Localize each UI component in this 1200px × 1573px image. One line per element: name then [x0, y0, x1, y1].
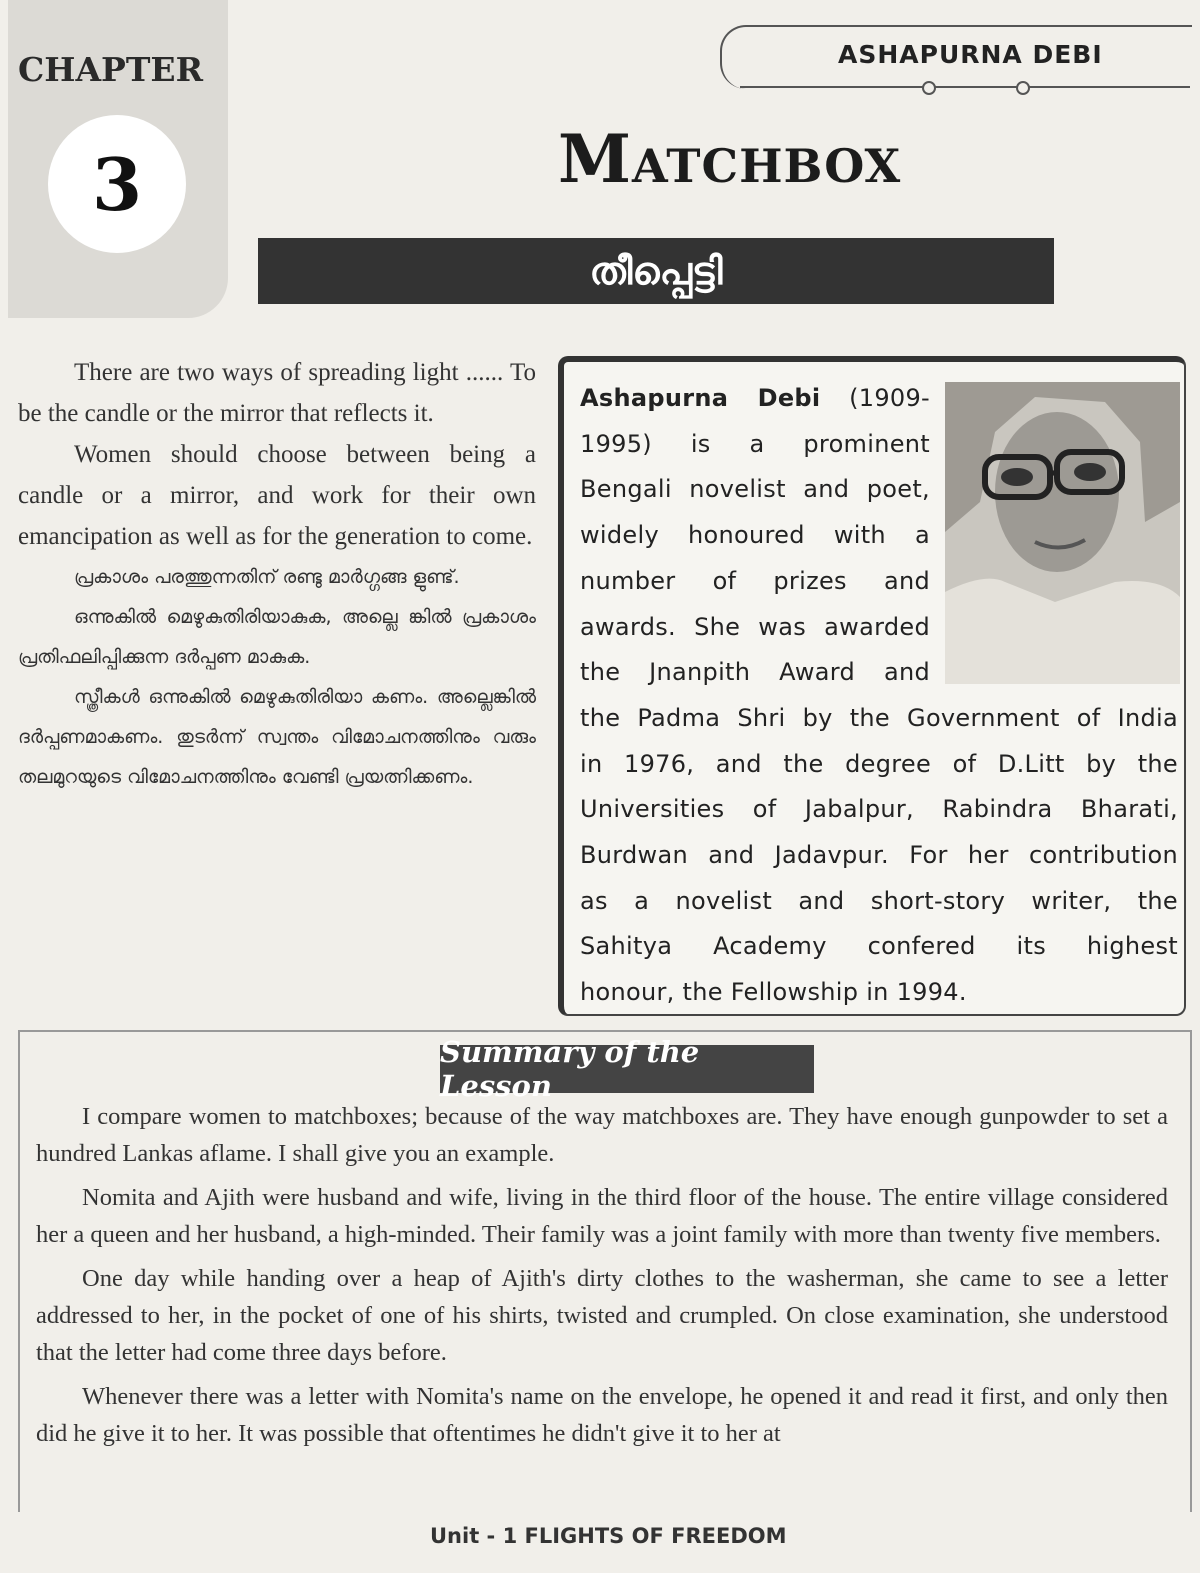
bio-line-12: Sahitya Academy confered its highest [580, 932, 1178, 961]
bio-line-8: in 1976, and the degree of D.Litt by the [580, 749, 1178, 778]
banner-dot-left [922, 81, 936, 95]
bio-line-7: the Padma Shri by the Government of India [580, 703, 1178, 732]
quote-ml-3: സ്ത്രീകൾ ഒന്നുകിൽ മെഴുകുതിരിയാ കണം. അല്ലെങ്കിൽ ദർപ്പണമാകണം. തുടർന്ന് സ്വന്തം വിമോചനത്തിനും വരും തലമുറയുടെ വിമോചനത്തിനും വേണ്ടി പ്രയത്നിക്കണം. [18, 686, 536, 788]
malayalam-title-bar: തീപ്പെട്ടി [258, 238, 1054, 304]
chapter-number: 3 [48, 115, 186, 253]
bio-line-0 [580, 376, 930, 422]
chapter-label: CHAPTER [18, 50, 203, 89]
bio-line-11: as a novelist and short-story writer, the [580, 886, 1178, 915]
bio-line-2: Bengali novelist and poet, [580, 475, 930, 504]
bio-line-6: the Jnanpith Award and [580, 658, 930, 687]
quote-en-2: Women should choose between being a candle or a mirror, and work for their own emancipation as well as for the generation to come. [18, 441, 536, 550]
summary-paragraph-4: Whenever there was a letter with Nomita's name on the envelope, he opened it and read it first, and only then did he give it to her. It was possible that oftentimes he didn't give it to her at [36, 1383, 1168, 1447]
summary-text [36, 1098, 1168, 1459]
summary-paragraph-1: I compare women to matchboxes; because of the way matchboxes are. They have enough gunpowder to set a hundred Lankas aflame. I shall give you an example. [36, 1103, 1168, 1167]
quote-ml-1: പ്രകാശം പരത്തുന്നതിന് രണ്ടു മാർഗ്ഗങ്ങ ളുണ്ട്. [74, 566, 460, 588]
bio-line-10: Burdwan and Jadavpur. For her contribution [580, 841, 1178, 870]
bio-line-3: widely honoured with a [580, 521, 930, 550]
quote-column [18, 352, 536, 797]
bio-line-9: Universities of Jabalpur, Rabindra Bharati, [580, 795, 1178, 824]
summary-heading: Summary of the Lesson [440, 1045, 814, 1093]
lesson-title: Matchbox [558, 120, 902, 198]
author-bio-text [580, 376, 1178, 1016]
bio-author-name: Ashapurna Debi [580, 384, 821, 412]
quote-en-1: There are two ways of spreading light ...... To be the candle or the mirror that reflects it. [18, 359, 536, 427]
summary-paragraph-3: One day while handing over a heap of Ajith's dirty clothes to the washerman, she came to see a letter addressed to her, in the pocket of one of his shirts, twisted and crumpled. On close examination, she understood that the letter had come three days before. [36, 1265, 1168, 1366]
bio-line-4: number of prizes and [580, 566, 930, 595]
page-footer: Unit - 1 FLIGHTS OF FREEDOM [430, 1524, 787, 1548]
author-name-banner: ASHAPURNA DEBI [838, 40, 1103, 69]
bio-line-5: awards. She was awarded [580, 612, 930, 641]
banner-dot-right [1016, 81, 1030, 95]
quote-ml-2: ഒന്നുകിൽ മെഴുകുതിരിയാകുക, അല്ലെ ങ്കിൽ പ്രകാശം പ്രതിഫലിപ്പിക്കുന്ന ദർപ്പണ മാകുക. [18, 606, 536, 668]
bio-line-1: 1995) is a prominent [580, 429, 930, 458]
bio-line-13: honour, the Fellowship in 1994. [580, 978, 967, 1007]
author-banner-underline [740, 86, 1190, 88]
summary-paragraph-2: Nomita and Ajith were husband and wife, living in the third floor of the house. The entire village considered her a queen and her husband, a high-minded. Their family was a joint family with more than twenty five members. [36, 1184, 1168, 1248]
bio-years: (1909- [820, 384, 930, 412]
